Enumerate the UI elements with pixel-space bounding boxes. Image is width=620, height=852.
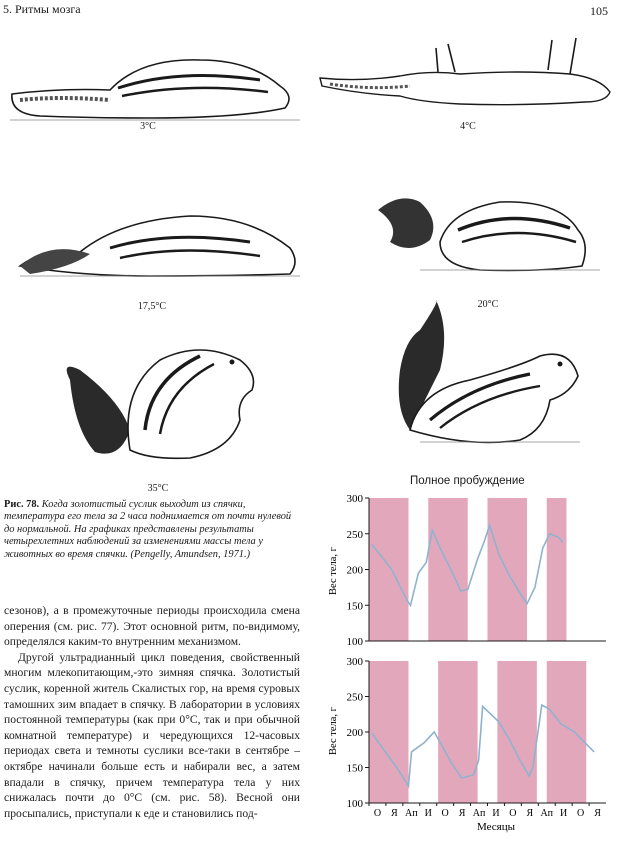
body-text (4, 603, 300, 821)
label-35c: 35°C (147, 483, 169, 494)
label-17-5c: 17,5°C (137, 301, 167, 312)
x-tick-label: Я (594, 808, 601, 819)
y-tick-label: 250 (346, 691, 363, 704)
x-tick-label: Ап (472, 808, 486, 819)
y-axis-label-bottom: Вес тела, г (328, 707, 339, 755)
y-tick-label: 100 (346, 798, 363, 810)
y-tick-label: 150 (346, 762, 363, 775)
hibernation-band-1 (428, 498, 468, 641)
squirrel-35c-eating-illustration (67, 350, 254, 458)
squirrel-4c-illustration (320, 38, 610, 105)
paragraph-2: Другой ультрадианный цикл поведения, свойственный многим млекопитающим,-это зимняя спячка. Золотистый суслик, коренной житель Скалистых гор, на время суровых тамошних зим впадает в спячку. В лаборатории в условиях постоянной температуры (как при 0°C, так и при обычной комнатной температуре) и чередующихся 12-часовых периодах света и темноты суслики все-таки в сентябре – октябре начинали больше есть и набирали вес, а затем впадали в спячку, причем температура тела у них снижалась почти до 0°C (см. рис. 58). Весной они просыпались, приступали к еде и становились под- (4, 650, 300, 820)
page-number: 105 (590, 4, 608, 18)
caption-text: Когда золотистый суслик выходит из спячки, температура его тела за 2 часа поднимается от почти нулевой до нормальной. На графиках представлены результаты четырехлетних наблюдений за изменениями массы тела у животных во время спячки. (Pengelly, Amundsen, 1971.) (4, 499, 292, 560)
caption-label: Рис. 78. (4, 499, 40, 510)
x-tick-label: Ап (540, 808, 554, 819)
squirrel-3c-illustration (10, 60, 300, 120)
y-axis-label-top: Вес тела, г (328, 547, 339, 595)
y-tick-label: 200 (346, 564, 363, 577)
x-tick-label: О (509, 808, 517, 819)
x-tick-label: И (492, 808, 500, 819)
running-header: 5. Ритмы мозга (3, 2, 81, 16)
x-tick-label: Я (391, 808, 398, 819)
y-tick-label: 150 (346, 600, 363, 613)
x-tick-label: О (373, 808, 382, 819)
y-tick-label: 300 (346, 493, 363, 505)
paragraph-1: сезонов), а в промежуточные периоды происходила смена оперения (см. рис. 77). Этот основной ритм, по-видимому, определялся каким-то внутренним механизмом. (4, 604, 300, 649)
squirrel-illustrations (0, 30, 620, 470)
chart-bottom (347, 656, 607, 819)
hibernation-band-3 (547, 498, 567, 641)
y-tick-label: 250 (346, 528, 363, 541)
x-tick-label: Я (458, 808, 466, 819)
label-3c: 3°C (140, 121, 156, 132)
squirrel-35c-standing-illustration (399, 300, 580, 442)
squirrel-17-5c-illustration (20, 216, 300, 276)
hibernation-band-0 (369, 661, 409, 803)
y-tick-label: 300 (346, 656, 363, 668)
x-axis-label: Месяцы (476, 821, 516, 833)
weight-charts (316, 486, 616, 836)
y-tick-label: 100 (346, 636, 363, 648)
chart-top (347, 493, 607, 648)
label-4c: 4°C (460, 121, 476, 132)
label-20c: 20°C (477, 299, 499, 310)
hibernation-band-2 (497, 661, 537, 803)
x-tick-label: И (424, 808, 432, 819)
x-tick-label: О (441, 808, 449, 819)
figure-caption (4, 499, 304, 561)
x-tick-label: Я (526, 808, 534, 819)
x-tick-label: Ап (405, 808, 418, 819)
hibernation-band-3 (547, 661, 587, 803)
x-tick-label: И (560, 808, 568, 819)
x-tick-label: О (576, 808, 585, 819)
hibernation-band-1 (438, 661, 478, 803)
chart-title: Полное пробуждение (410, 475, 525, 487)
squirrel-20c-illustration (378, 198, 600, 270)
y-tick-label: 200 (346, 727, 363, 739)
hibernation-band-0 (369, 498, 409, 641)
